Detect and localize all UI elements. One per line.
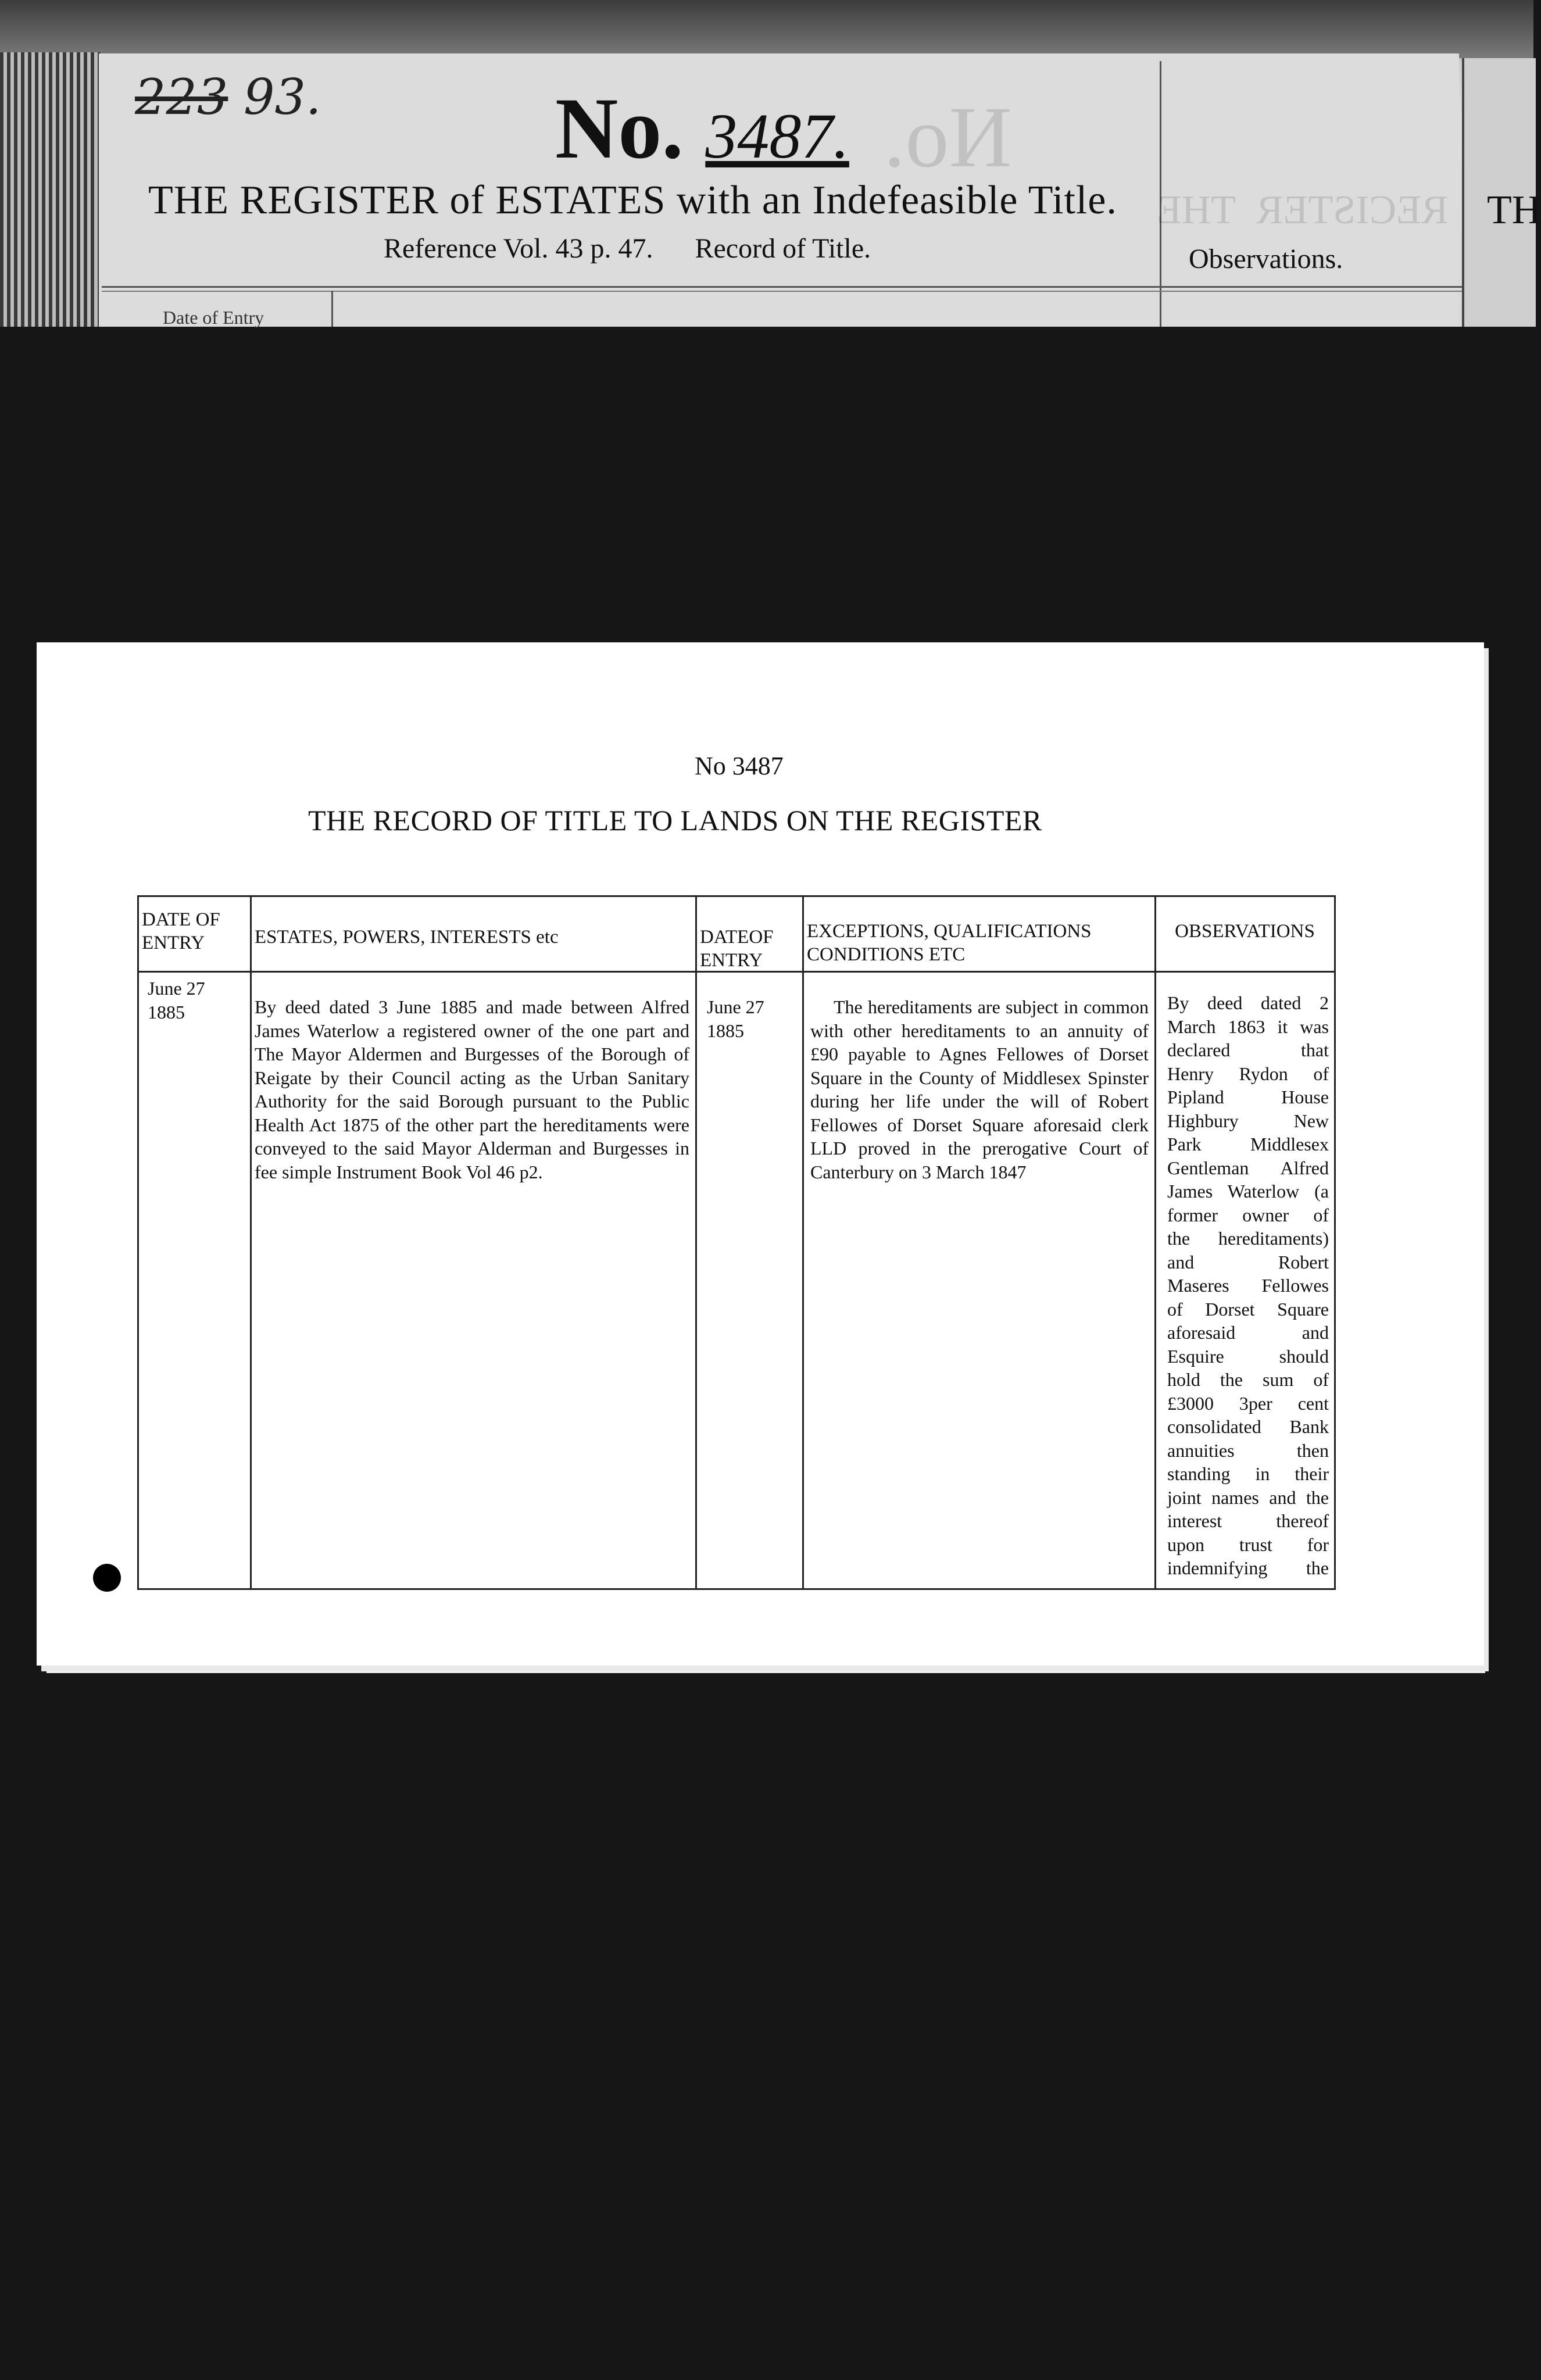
ledger-page-number-struck: 223 [135,69,228,126]
obs-line: Park Middlesex [1167,1134,1329,1155]
obs-line: annuities then [1167,1439,1329,1461]
table-col-line-3 [802,895,804,1590]
ledger-no-label: No. [555,80,684,177]
ledger-title: THE REGISTER of ESTATES with an Indefeasible Title. [148,178,1117,223]
header-estates: ESTATES, POWERS, INTERESTS etc [255,927,559,948]
obs-line: of Dorset Square [1167,1298,1329,1320]
obs-line: Henry Rydon of [1167,1063,1329,1084]
obs-line: Pipland House [1167,1087,1329,1107]
ledger-photo-strip [0,0,1541,328]
document-title: THE RECORD OF TITLE TO LANDS ON THE REGISTER [308,804,1042,837]
ledger-reference [384,233,871,265]
ledger-no-value: 3487. [705,101,849,171]
header-date-of-entry-2: DATEOF ENTRY [700,927,774,971]
table-col-line-1 [250,895,252,1590]
obs-line: standing in their [1167,1463,1329,1484]
obs-line: former owner of [1167,1204,1329,1225]
row-estates: By deed dated 3 June 1885 and made between Alfred James Waterlow a registered owner of the one part and The Mayor Aldermen and Burgesses of the Borough of Reigate by their Council acting as the Urban Sanitary Authority for the said Borough pursuant to the Public Health Act 1875 of the other part the hereditaments were conveyed to the said Mayor Alderman and Burgesses in fee simple Instrument Book Vol 46 p2. [255,996,689,1182]
document-number: No 3487 [695,752,784,780]
obs-line: hold the sum of [1167,1369,1329,1390]
row-observations [1167,991,1329,1580]
obs-line: Maseres Fellowes [1167,1275,1329,1296]
obs-line: £3000 3per cent [1167,1392,1329,1414]
ledger-rule-2 [102,291,1462,292]
ledger-number [555,78,849,178]
header-date-of-entry: DATE OF ENTRY [142,909,220,953]
obs-line: indemnifying the [1167,1557,1329,1578]
obs-line: James Waterlow (a [1167,1181,1329,1202]
ledger-rule [102,286,1462,288]
ledger-reference-text: Reference Vol. 43 p. 47. [384,233,653,264]
ledger-right-page-fragment: TH [1487,188,1541,233]
ledger-page-number-new: 93. [244,69,321,126]
obs-line: Highbury New [1167,1110,1329,1131]
obs-line: upon trust for [1167,1534,1329,1555]
ledger-column-rule [331,291,333,327]
obs-line: By deed dated 2 [1167,992,1329,1013]
table-border-top [137,895,1336,897]
ledger-top-shadow [0,0,1533,58]
row-date-2: June 27 1885 [707,996,764,1041]
record-table [137,895,1336,1590]
table-border-bottom [137,1588,1336,1590]
table-col-line-4 [1154,895,1156,1590]
table-col-line-2 [695,895,697,1590]
obs-line: interest thereof [1167,1510,1329,1531]
obs-line: the hereditaments) [1167,1228,1329,1249]
obs-line: and Robert [1167,1251,1329,1273]
ledger-bleedthrough: ƎHT ЯƎТƧIƆƎЯ [1157,188,1449,233]
table-border-left [137,895,139,1590]
ledger-page-edges [0,52,102,327]
obs-line: aforesaid and [1167,1322,1329,1343]
ledger-page-number [135,69,321,126]
obs-line: consolidated Bank [1167,1416,1329,1437]
ledger-cutoff-header: Date of Entry [163,307,264,328]
obs-line: Gentleman Alfred [1167,1157,1329,1178]
row-date: June 27 1885 [148,978,205,1023]
header-observations: OBSERVATIONS [1175,921,1315,942]
obs-line: declared that [1167,1039,1329,1060]
header-exceptions: EXCEPTIONS, QUALIFICATIONS CONDITIONS ETC [807,921,1092,965]
punch-hole [93,1564,121,1592]
ledger-record-label: Record of Title. [695,233,871,264]
row-exceptions: The hereditaments are subject in common with other hereditaments to an annuity of £90 payable to Agnes Fellowes of Dorset Square in the County of Middlesex Spinster during her life under the will of Robert Fellowes of Dorset Square aforesaid clerk LLD proved in the prerogative Court of Canterbury on 3 March 1847 [810,996,1149,1182]
obs-line: Esquire should [1167,1345,1329,1367]
table-border-right [1334,895,1336,1590]
obs-line: joint names and the [1167,1486,1329,1508]
ledger-observations-label: Observations. [1189,244,1343,274]
obs-line: March 1863 it was [1167,1016,1329,1037]
ledger-bleedthrough-no: .oИ [884,89,1012,185]
